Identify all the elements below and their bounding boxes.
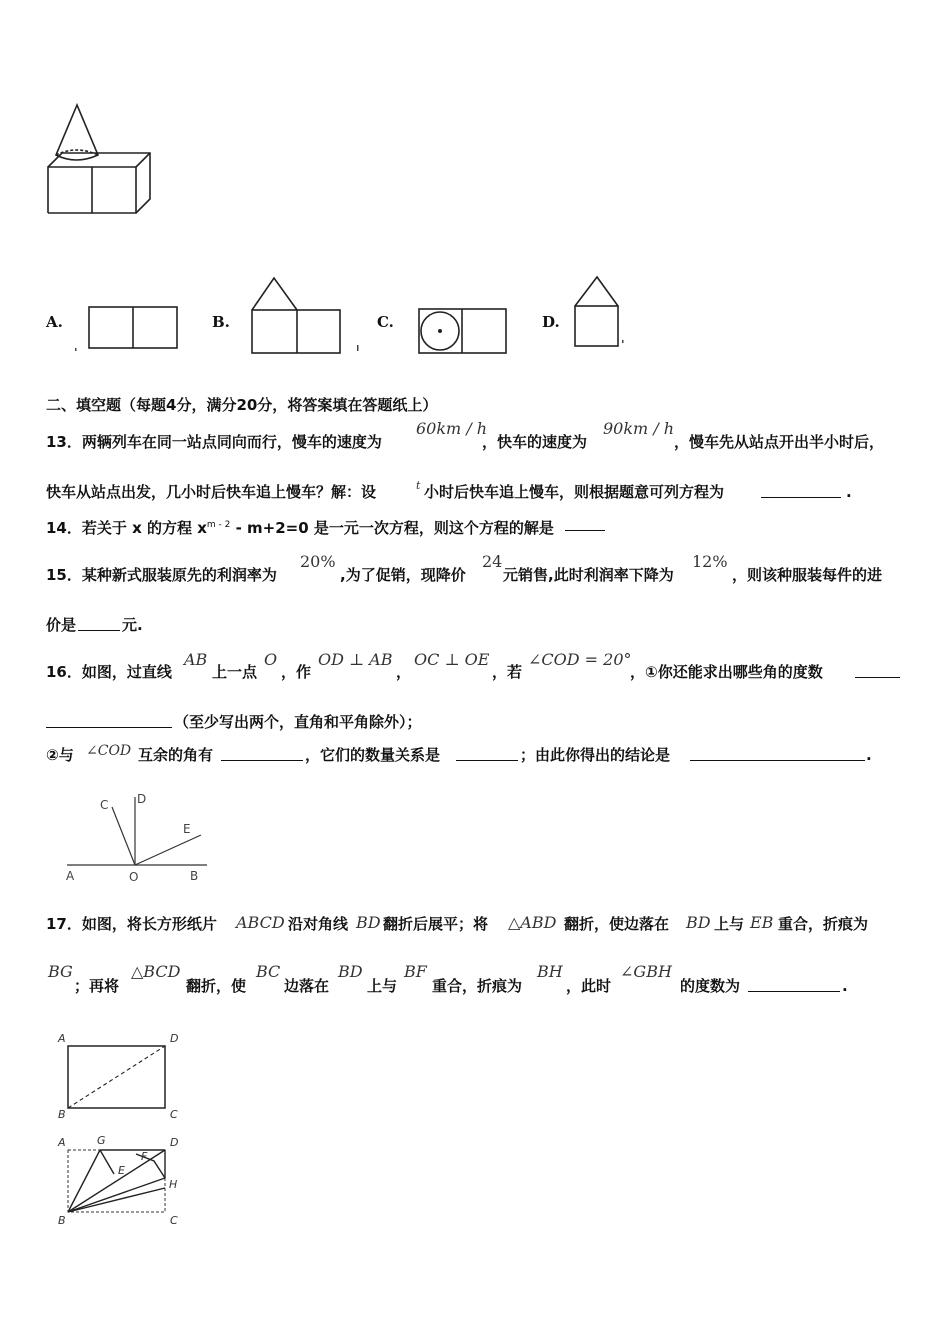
q17-text-c: 翻折后展平；将	[383, 915, 489, 933]
q17-text-b: 沿对角线	[288, 915, 349, 933]
q17-fig2-label-c: C	[170, 1214, 178, 1227]
q17-l2-d: 上与	[367, 977, 398, 995]
q16-line3-b: 互余的角有	[138, 746, 214, 764]
q16-math-oc: OC ⊥ OE	[414, 650, 490, 669]
q15-rate-orig: 20%	[300, 552, 336, 571]
q17-math-bg: BG	[48, 962, 73, 981]
q16-line3-a: ②与	[46, 746, 74, 764]
q14-answer-blank[interactable]	[565, 515, 605, 531]
q17-l2-c: 边落在	[284, 977, 330, 995]
q15-text-b: ,为了促销，现降价	[340, 566, 466, 584]
q17-text-e: 上与	[714, 915, 745, 933]
q17-math-bd: BD	[356, 913, 381, 932]
q15-rate-new: 12%	[692, 552, 728, 571]
option-c-label: C.	[377, 313, 394, 331]
option-d-label: D.	[542, 313, 560, 331]
q17-math-tri-abd: △ABD	[508, 913, 557, 932]
q16-fig-label-o: O	[129, 870, 139, 884]
q17-l2-e: 重合，折痕为	[432, 977, 523, 995]
q17-l2-f: ，此时	[566, 977, 612, 995]
q17-math-eb: EB	[750, 913, 774, 932]
q17-fig2-label-g: G	[97, 1134, 106, 1147]
q16-text-b: 上一点	[212, 663, 258, 681]
option-a-label: A.	[46, 313, 63, 331]
q16-math-cod: ∠COD = 20°	[528, 650, 632, 669]
q13-line1-b: ，快车的速度为	[482, 433, 588, 451]
q13-line1-a: 13．两辆列车在同一站点同向而行，慢车的速度为	[46, 433, 382, 451]
q17-math-bf: BF	[404, 962, 427, 981]
q17-fig2-label-a: A	[58, 1136, 66, 1149]
q15-text-a: 15．某种新式服装原先的利润率为	[46, 566, 277, 584]
cone-on-cubes-figure	[40, 95, 165, 220]
q17-math-bd3: BD	[338, 962, 363, 981]
q16-text-d: ，	[396, 663, 412, 681]
q16-fig-label-b: B	[190, 869, 199, 883]
q16-fig-label-e: E	[183, 822, 191, 836]
q17-fig2-label-b: B	[58, 1214, 66, 1227]
q13-var-t: t	[416, 479, 421, 492]
q15-line2-b: 元.	[122, 616, 143, 634]
q16-math-cod2: ∠COD	[86, 743, 132, 759]
q16-line3-d: ；由此你得出的结论是	[520, 746, 671, 764]
q17-l2-a: ；再将	[74, 977, 120, 995]
q16-math-od: OD ⊥ AB	[318, 650, 393, 669]
q17-fig2-label-f: F	[141, 1150, 148, 1163]
q17-l2-g: 的度数为	[680, 977, 741, 995]
q13-end: .	[846, 483, 852, 501]
q15-line2-a: 价是	[46, 616, 77, 634]
q17-l2-h: .	[842, 977, 848, 995]
q17-math-tri-bcd: △BCD	[131, 962, 181, 981]
q16-text-a: 16．如图，过直线	[46, 663, 172, 681]
option-a-figure	[70, 300, 185, 355]
option-b-figure	[245, 272, 365, 357]
q16-line3-c: ，它们的数量关系是	[305, 746, 441, 764]
q17-fig2-label-h: H	[169, 1178, 178, 1191]
q16-answer-blank-1b[interactable]	[46, 712, 172, 728]
q13-line2-b: 小时后快车追上慢车，则根据题意可列方程为	[424, 483, 725, 501]
q15-text-c: 元销售,此时利润率下降为	[503, 566, 674, 584]
q17-text-a: 17．如图，将长方形纸片	[46, 915, 217, 933]
q16-text-c: ，作	[281, 663, 312, 681]
option-c-figure	[412, 302, 512, 359]
q16-text-f: ，①你还能求出哪些角的度数	[630, 663, 823, 681]
q17-text-f: 重合，折痕为	[778, 915, 869, 933]
q16-answer-blank-4[interactable]	[690, 745, 865, 761]
option-b-label: B.	[212, 313, 230, 331]
q17-text-d: 翻折，使边落在	[564, 915, 670, 933]
q17-math-gbh: ∠GBH	[620, 962, 672, 981]
q16-text-e: ，若	[492, 663, 523, 681]
q16-answer-blank-1a[interactable]	[855, 662, 900, 678]
q14-exponent: m - 2	[206, 520, 231, 530]
q17-fig2-label-e: E	[118, 1164, 125, 1177]
q17-rectangle-figure	[52, 1028, 187, 1123]
q13-answer-blank[interactable]	[761, 482, 841, 498]
q17-math-bh: BH	[537, 962, 563, 981]
q17-fig1-label-d: D	[170, 1032, 179, 1045]
q13-line2-a: 快车从站点出发，几小时后快车追上慢车？解：设	[46, 483, 377, 501]
q16-line3-e: .	[866, 746, 872, 764]
q17-math-bd2: BD	[686, 913, 711, 932]
q14-text-a: 14．若关于 x 的方程 x	[46, 519, 207, 537]
q13-line1-c: ，慢车先从站点开出半小时后，	[674, 433, 885, 451]
q17-fig2-label-d: D	[170, 1136, 179, 1149]
q17-l2-b: 翻折，使	[186, 977, 247, 995]
q16-angle-figure	[55, 785, 215, 885]
q16-answer-blank-2[interactable]	[221, 745, 303, 761]
q17-math-bc: BC	[256, 962, 281, 981]
q14-text-b: - m+2=0 是一元一次方程，则这个方程的解是	[230, 519, 554, 537]
q13-speed-slow: 60km / h	[416, 419, 488, 438]
option-d-figure	[570, 272, 630, 350]
q16-fig-label-a: A	[66, 869, 75, 883]
q17-folded-figure	[52, 1130, 187, 1230]
section-title: 二、填空题（每题4分，满分20分，将答案填在答题纸上）	[46, 396, 438, 414]
q16-answer-blank-3[interactable]	[456, 745, 518, 761]
q15-answer-blank[interactable]	[78, 615, 120, 631]
q16-line2: （至少写出两个，直角和平角除外）；	[174, 713, 422, 731]
q13-speed-fast: 90km / h	[603, 419, 675, 438]
q17-fig1-label-b: B	[58, 1108, 66, 1121]
q16-math-o: O	[264, 650, 278, 669]
q17-fig1-label-c: C	[170, 1108, 178, 1121]
q17-answer-blank[interactable]	[748, 976, 840, 992]
q14-text	[46, 515, 554, 538]
q15-text-d: ，则该种服装每件的进	[732, 566, 883, 584]
q16-fig-label-d: D	[137, 792, 147, 806]
q17-fig1-label-a: A	[58, 1032, 66, 1045]
q17-math-abcd: ABCD	[236, 913, 285, 932]
q15-reduce: 24	[482, 552, 503, 571]
q16-fig-label-c: C	[100, 798, 109, 812]
q16-math-ab: AB	[184, 650, 208, 669]
